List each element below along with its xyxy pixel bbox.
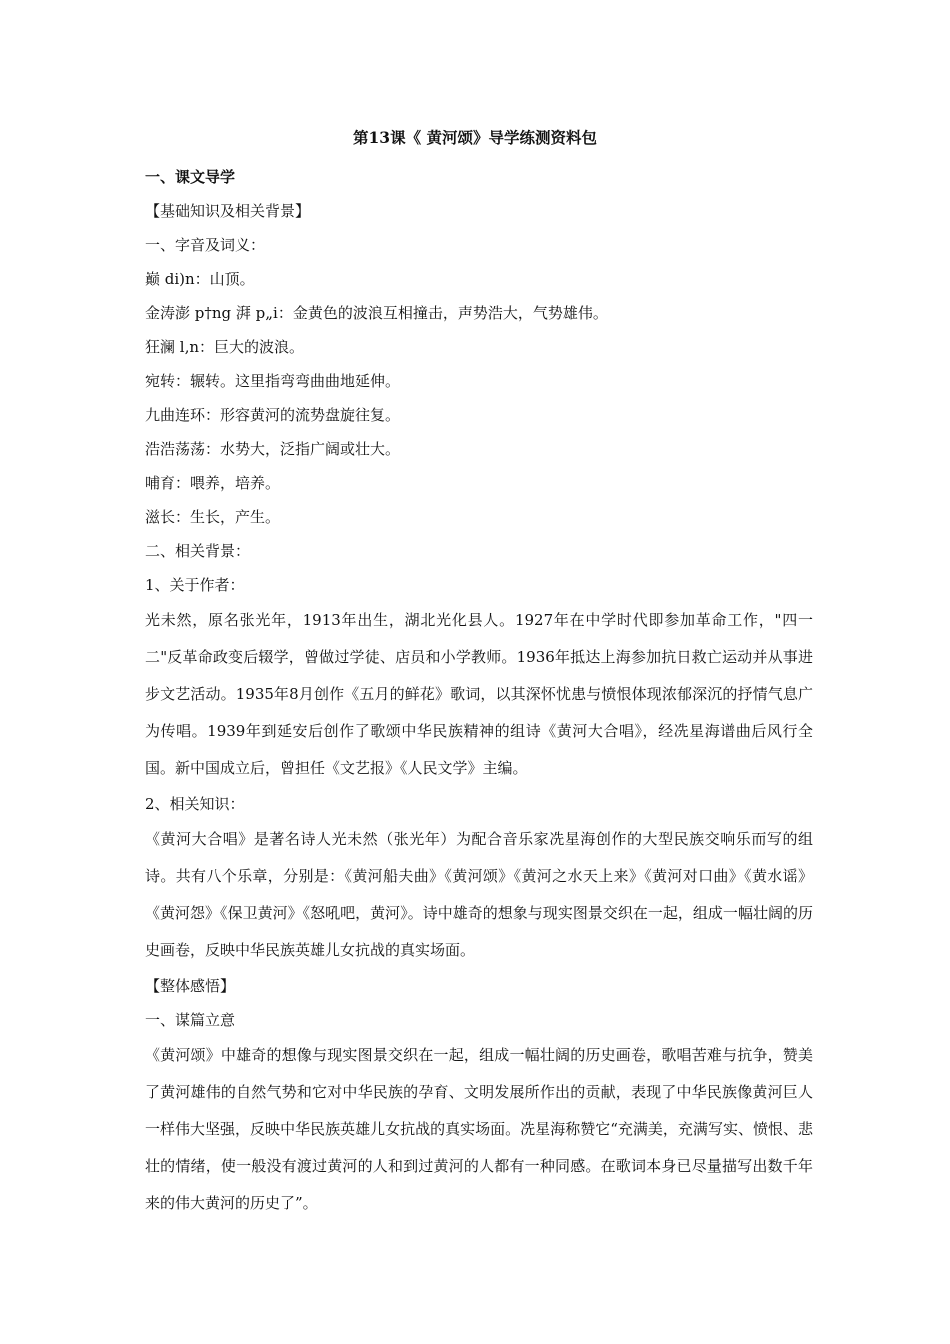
vocab-item: 九曲连环：形容黄河的流势盘旋往复。 [145, 406, 401, 424]
vocab-item: 狂澜 l‚n：巨大的波浪。 [145, 338, 304, 356]
vocab-item: 哺育：喂养，培养。 [145, 474, 281, 492]
vocab-item: 宛转：辗转。这里指弯弯曲曲地延伸。 [145, 372, 401, 390]
vocab-item: 浩浩荡荡：水势大，泛指广阔或壮大。 [145, 440, 401, 458]
vocab-item: 滋长：生长，产生。 [145, 508, 281, 526]
knowledge-paragraph: 《黄河大合唱》是著名诗人光未然（张光年）为配合音乐家冼星海创作的大型民族交响乐而写的组诗。共有八个乐章，分别是：《黄河船夫曲》《黄河颂》《黄河之水天上来》《黄河对口曲》《黄水谣》《黄河怨》《保卫黄河》《怒吼吧，黄河》。诗中雄奇的想象与现实图景交织在一起，组成一幅壮阔的历史画卷，反映中华民族英雄儿女抗战的真实场面。 [145, 830, 813, 959]
intent-paragraph: 《黄河颂》中雄奇的想像与现实图景交织在一起，组成一幅壮阔的历史画卷，歌唱苦难与抗争，赞美了黄河雄伟的自然气势和它对中华民族的孕育、文明发展所作出的贡献，表现了中华民族像黄河巨人一样伟大坚强，反映中华民族英雄儿女抗战的真实场面。冼星海称赞它“充满美，充满写实、愤恨、悲壮的情绪，使一般没有渡过黄河的人和到过黄河的人都有一种同感。在歌词本身已尽量描写出数千年来的伟大黄河的历史了”。 [145, 1046, 813, 1212]
subheading-knowledge: 2、相关知识： [145, 795, 245, 813]
subheading-pronunciation: 一、字音及词义： [145, 236, 266, 254]
subheading-author: 1、关于作者： [145, 576, 245, 594]
subheading-intent: 一、谋篇立意 [145, 1011, 236, 1029]
section-heading-guide: 一、课文导学 [145, 168, 236, 186]
author-paragraph: 光未然，原名张光年，1913年出生，湖北光化县人。1927年在中学时代即参加革命工作，"四一二"反革命政变后辍学，曾做过学徒、店员和小学教师。1936年抵达上海参加抗日救亡运动并从事进步文艺活动。1935年8月创作《五月的鲜花》歌词，以其深怀忧患与愤恨体现浓郁深沉的抒情气息广为传唱。1939年到延安后创作了歌颂中华民族精神的组诗《黄河大合唱》，经冼星海谱曲后风行全国。新中国成立后，曾担任《文艺报》《人民文学》主编。 [145, 611, 813, 777]
subheading-overall: 【整体感悟】 [145, 977, 236, 995]
subheading-basics: 【基础知识及相关背景】 [145, 202, 311, 220]
document-title: 第13课《 黄河颂》导学练测资料包 [353, 128, 597, 147]
vocab-item: 巅 di)n：山顶。 [145, 270, 255, 288]
subheading-background: 二、相关背景： [145, 542, 251, 560]
document-body [145, 160, 813, 1222]
vocab-item: 金涛澎 p†ng 湃 p„i：金黄色的波浪互相撞击，声势浩大，气势雄伟。 [145, 304, 608, 322]
